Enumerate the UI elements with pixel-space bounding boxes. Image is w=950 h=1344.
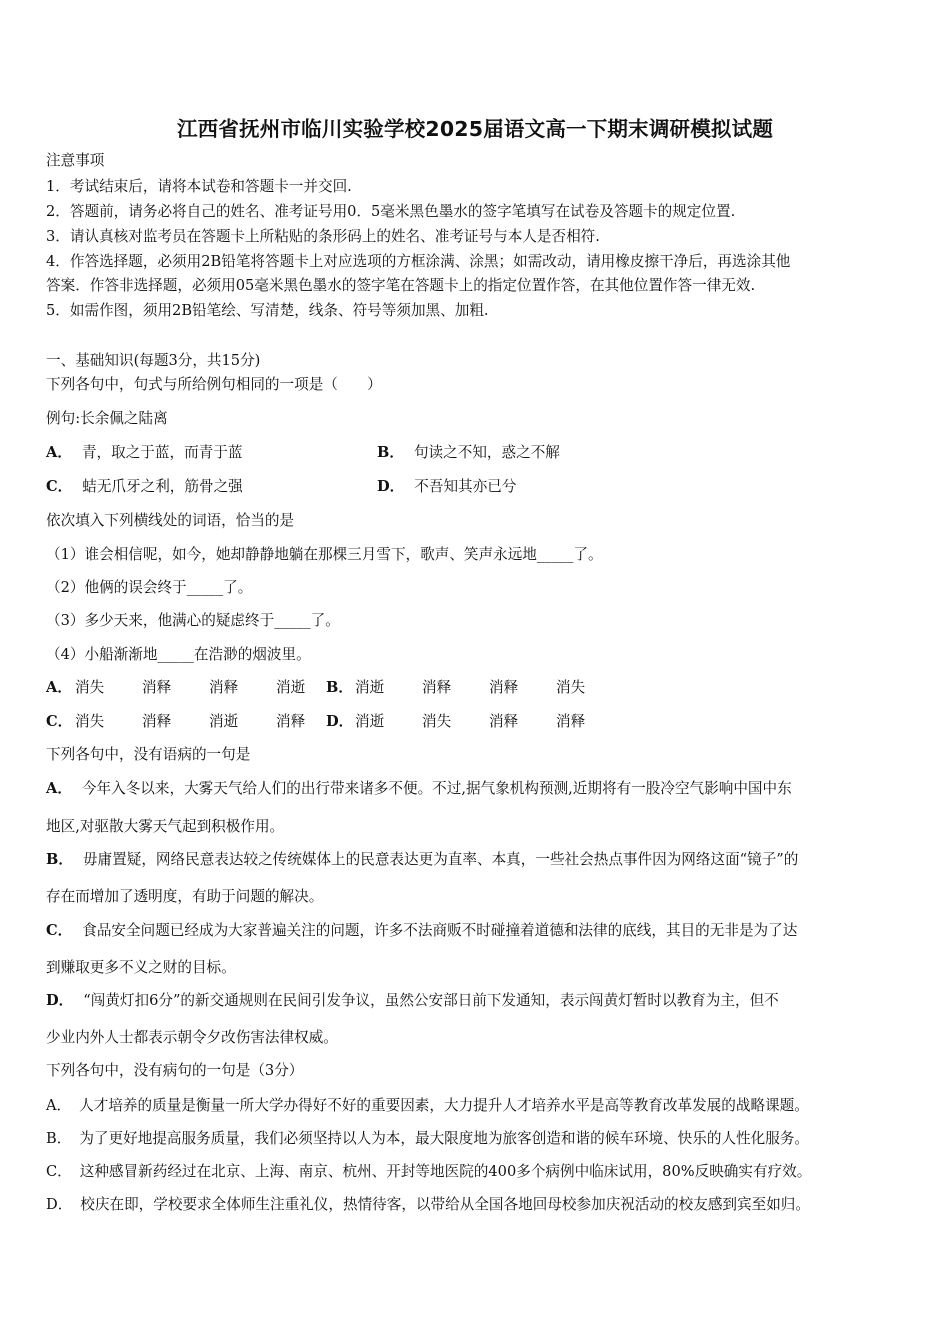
- option-word: 消释: [276, 713, 306, 730]
- option-d: [377, 478, 516, 496]
- option-label: C．: [46, 1163, 72, 1180]
- option-d: [46, 992, 779, 1010]
- option-label: D．: [377, 478, 405, 495]
- option-label: A．: [46, 679, 72, 696]
- option-text: 校庆在即，学校要求全体师生注重礼仪，热情待客，以带给从全国各地回母校参加庆祝活动的校友感到宾至如归。: [80, 1196, 810, 1213]
- option-label: B．: [377, 444, 404, 461]
- option-word: 消释: [209, 679, 239, 696]
- option-text: 句读之不知，惑之不解: [413, 444, 560, 461]
- option-continuation: 地区,对驱散大雾天气起到积极作用。: [46, 818, 285, 835]
- option-word: 消逝: [355, 713, 385, 730]
- option-text: 不吾知其亦已兮: [414, 478, 517, 495]
- option-text: 毋庸置疑，网络民意表达较之传统媒体上的民意表达更为直率、本真，一些社会热点事件因为网络这面“镜子”的: [82, 851, 799, 868]
- option-label: A．: [46, 444, 72, 461]
- fill-sentence: （2）他俩的误会终于_____了。: [46, 579, 253, 596]
- option-b: [46, 851, 798, 869]
- option-word: 消失: [422, 713, 452, 730]
- question-stem: 下列各句中，没有语病的一句是: [46, 746, 251, 763]
- option-word: 消失: [75, 679, 105, 696]
- option-label: B．: [326, 679, 353, 696]
- page-title: 江西省抚州市临川实验学校2025届语文高一下期末调研模拟试题: [176, 117, 774, 141]
- option-word: 消释: [489, 713, 519, 730]
- option-c: [46, 1163, 811, 1181]
- option-continuation: 到赚取更多不义之财的目标。: [46, 959, 236, 976]
- notice-item: 3．请认真核对监考员在答题卡上所粘贴的条形码上的姓名、准考证号与本人是否相符.: [46, 228, 600, 245]
- option-label: B．: [46, 851, 73, 868]
- notice-item: 5．如需作图，须用2B铅笔绘、写清楚，线条、符号等须加黑、加粗.: [46, 302, 489, 319]
- option-label: C．: [46, 922, 73, 939]
- question-stem: 依次填入下列横线处的词语，恰当的是: [46, 512, 295, 529]
- option-continuation: 少业内外人士都表示朝令夕改伤害法律权威。: [46, 1029, 338, 1046]
- option-text: 食品安全问题已经成为大家普遍关注的问题，许多不法商贩不时碰撞着道德和法律的底线，其目的无非是为了达: [82, 922, 798, 939]
- option-a: [46, 1097, 809, 1115]
- option-label: B．: [46, 1130, 72, 1147]
- option-word: 消释: [142, 713, 172, 730]
- option-text: 青，取之于蓝，而青于蓝: [81, 444, 243, 461]
- option-d: [46, 1196, 810, 1214]
- option-continuation: 存在而增加了透明度，有助于问题的解决。: [46, 888, 324, 905]
- option-word: 消逝: [276, 679, 306, 696]
- option-text: “闯黄灯扣6分”的新交通规则在民间引发争议，虽然公安部日前下发通知，表示闯黄灯暂时以教育为主，但不: [83, 992, 779, 1009]
- option-c: [46, 478, 243, 496]
- option-b: [377, 444, 560, 462]
- option-word: 消释: [142, 679, 172, 696]
- option-text: 人才培养的质量是衡量一所大学办得好不好的重要因素，大力提升人才培养水平是高等教育改革发展的战略课题。: [79, 1097, 809, 1114]
- fill-sentence: （1）谁会相信呢，如今，她却静静地躺在那棵三月雪下，歌声、笑声永远地_____了。: [46, 546, 603, 563]
- option-text: 蛣无爪牙之利，筋骨之强: [82, 478, 243, 495]
- section-heading: 一、基础知识(每题3分，共15分): [46, 352, 261, 369]
- notice-heading: 注意事项: [46, 152, 105, 169]
- option-word: 消释: [556, 713, 586, 730]
- option-b: [46, 1130, 809, 1148]
- notice-item: 1．考试结束后，请将本试卷和答题卡一并交回.: [46, 178, 352, 195]
- option-text: 今年入冬以来，大雾天气给人们的出行带来诸多不便。不过,据气象机构预测,近期将有一股冷空气影响中国中东: [81, 780, 792, 797]
- notice-item: 2．答题前，请务必将自己的姓名、准考证号用0．5毫米黑色墨水的签字笔填写在试卷及答题卡的规定位置.: [46, 203, 736, 220]
- option-word: 消失: [556, 679, 586, 696]
- option-label: D．: [326, 713, 354, 730]
- notice-item: 答案．作答非选择题，必须用05毫米黑色墨水的签字笔在答题卡上的指定位置作答，在其他位置作答一律无效.: [46, 277, 756, 294]
- option-label: D．: [46, 992, 74, 1009]
- option-word: 消释: [422, 679, 452, 696]
- notice-item: 4．作答选择题，必须用2B铅笔将答题卡上对应选项的方框涂满、涂黑；如需改动，请用橡皮擦干净后，再选涂其他: [46, 253, 791, 270]
- option-c: [46, 922, 797, 940]
- option-text: 这种感冒新药经过在北京、上海、南京、杭州、开封等地医院的400多个病例中临床试用，80%反映确实有疗效。: [79, 1163, 812, 1180]
- fill-sentence: （4）小船渐渐地_____在浩渺的烟波里。: [46, 646, 311, 663]
- option-label: A．: [46, 780, 72, 797]
- fill-sentence: （3）多少天来，他满心的疑虑终于_____了。: [46, 612, 340, 629]
- question-example: 例句:长余佩之陆离: [46, 410, 168, 427]
- question-stem: 下列各句中，没有病句的一句是（3分）: [46, 1062, 304, 1079]
- option-label: C．: [46, 478, 73, 495]
- option-a: [46, 444, 242, 462]
- option-word: 消释: [489, 679, 519, 696]
- option-word: 消逝: [355, 679, 385, 696]
- option-label: D．: [46, 1196, 73, 1213]
- option-word: 消失: [75, 713, 105, 730]
- option-text: 为了更好地提高服务质量，我们必须坚持以人为本，最大限度地为旅客创造和谐的候车环境、快乐的人性化服务。: [79, 1130, 810, 1147]
- option-label: C．: [46, 713, 73, 730]
- option-word: 消逝: [209, 713, 239, 730]
- option-a: [46, 780, 792, 798]
- option-label: A．: [46, 1097, 72, 1114]
- question-stem: 下列各句中，句式与所给例句相同的一项是（ ）: [46, 376, 382, 393]
